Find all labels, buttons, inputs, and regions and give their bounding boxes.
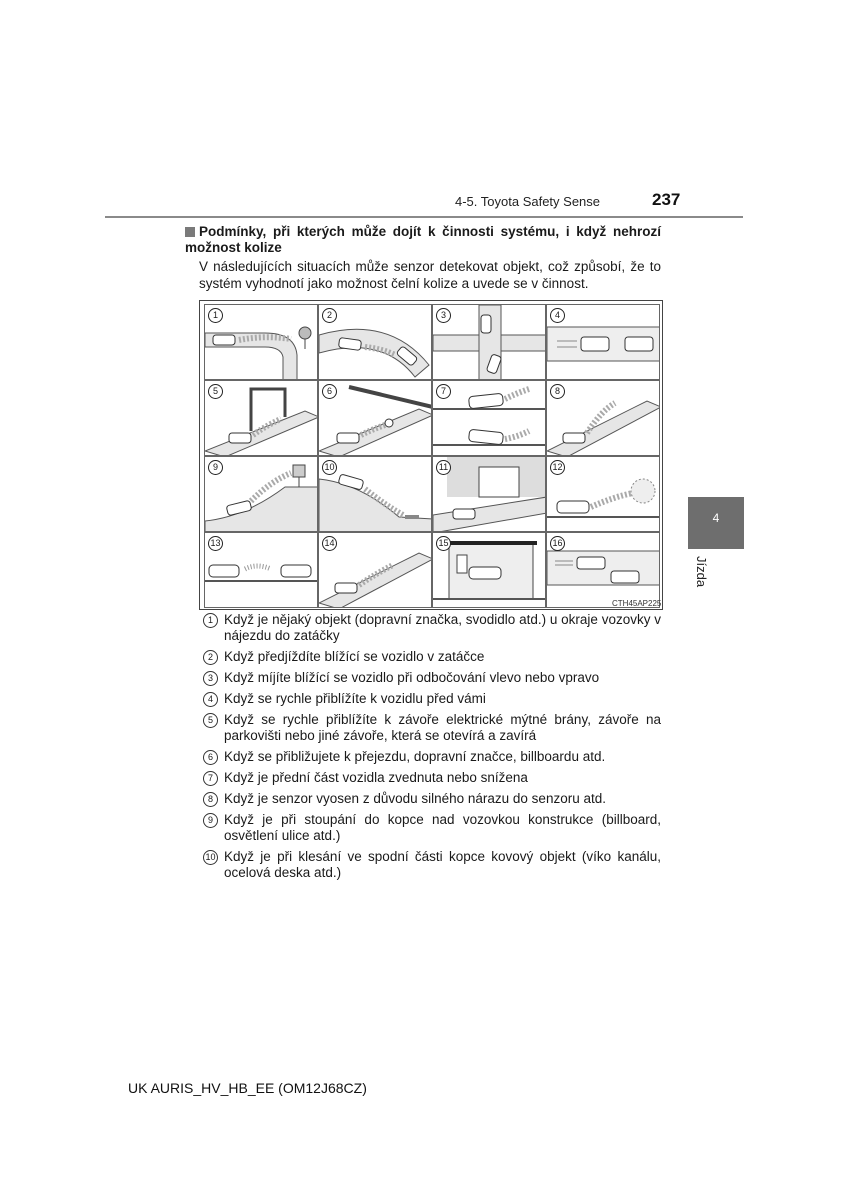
section-heading-text: Podmínky, při kterých může dojít k činnosti systému, i když nehrozí možnost kolize xyxy=(185,224,661,255)
panel-13 xyxy=(204,532,318,608)
panel-number: 15 xyxy=(436,536,451,551)
intro-paragraph: V následujících situacích může senzor detekovat objekt, což způsobí, že to systém vyhodnotí jako možnost čelní kolize a uvede se v činnost. xyxy=(199,259,661,291)
list-item xyxy=(203,649,661,665)
list-item xyxy=(203,612,661,644)
item-text: Když je senzor vyosen z důvodu silného nárazu do senzoru atd. xyxy=(224,791,606,806)
list-item xyxy=(203,849,661,881)
panel-12 xyxy=(546,456,660,532)
item-number: 5 xyxy=(203,713,218,728)
panel-number: 13 xyxy=(208,536,223,551)
panel-14 xyxy=(318,532,432,608)
panel-number: 10 xyxy=(322,460,337,475)
item-number: 9 xyxy=(203,813,218,828)
panel-number: 5 xyxy=(208,384,223,399)
item-text: Když se rychle přiblížíte k vozidlu před vámi xyxy=(224,691,486,706)
item-text: Když je při stoupání do kopce nad vozovkou konstrukce (billboard, osvětlení ulice atd.) xyxy=(224,812,661,843)
panel-2 xyxy=(318,304,432,380)
panel-number: 1 xyxy=(208,308,223,323)
list-item xyxy=(203,749,661,765)
panel-6 xyxy=(318,380,432,456)
list-item xyxy=(203,791,661,807)
panel-number: 8 xyxy=(550,384,565,399)
panel-number: 2 xyxy=(322,308,337,323)
item-number: 3 xyxy=(203,671,218,686)
panel-number: 11 xyxy=(436,460,451,475)
item-text: Když je při klesání ve spodní části kopce kovový objekt (víko kanálu, ocelová deska atd.) xyxy=(224,849,661,880)
item-number: 7 xyxy=(203,771,218,786)
square-bullet-icon xyxy=(185,227,195,237)
panel-15 xyxy=(432,532,546,608)
panel-number: 7 xyxy=(436,384,451,399)
panel-5 xyxy=(204,380,318,456)
header-divider xyxy=(105,216,743,218)
list-item xyxy=(203,770,661,786)
chapter-tab[interactable] xyxy=(688,497,744,549)
item-text: Když míjíte blížící se vozidlo při odbočování vlevo nebo vpravo xyxy=(224,670,600,685)
list-item xyxy=(203,670,661,686)
item-number: 6 xyxy=(203,750,218,765)
panel-1 xyxy=(204,304,318,380)
list-item xyxy=(203,691,661,707)
footer-model-code: UK AURIS_HV_HB_EE (OM12J68CZ) xyxy=(128,1080,367,1096)
panel-8 xyxy=(546,380,660,456)
list-item xyxy=(203,812,661,844)
item-text: Když je přední část vozidla zvednuta nebo snížena xyxy=(224,770,528,785)
item-number: 4 xyxy=(203,692,218,707)
item-text: Když je nějaký objekt (dopravní značka, svodidlo atd.) u okraje vozovky v nájezdu do zatáčky xyxy=(224,612,661,643)
panel-number: 12 xyxy=(550,460,565,475)
item-text: Když se rychle přiblížíte k závoře elektrické mýtné brány, závoře na parkovišti nebo jiné závoře, která se otevírá a zavírá xyxy=(224,712,661,743)
panel-11 xyxy=(432,456,546,532)
chapter-tab-number: 4 xyxy=(712,511,720,525)
chapter-tab-label: Jízda xyxy=(694,556,709,588)
figure-code: CTH45AP225 xyxy=(612,599,662,608)
header-section-title: 4-5. Toyota Safety Sense xyxy=(455,194,601,209)
panel-number: 3 xyxy=(436,308,451,323)
item-text: Když předjíždíte blížící se vozidlo v zatáčce xyxy=(224,649,485,664)
item-number: 10 xyxy=(203,850,218,865)
item-number: 2 xyxy=(203,650,218,665)
list-item xyxy=(203,712,661,744)
panel-number: 9 xyxy=(208,460,223,475)
panel-number: 4 xyxy=(550,308,565,323)
panel-10 xyxy=(318,456,432,532)
conditions-list xyxy=(203,612,661,886)
page-number: 237 xyxy=(652,190,681,209)
item-number: 8 xyxy=(203,792,218,807)
panel-16 xyxy=(546,532,660,608)
panel-number: 14 xyxy=(322,536,337,551)
section-heading xyxy=(185,224,661,256)
panel-number: 6 xyxy=(322,384,337,399)
panel-3 xyxy=(432,304,546,380)
panel-9 xyxy=(204,456,318,532)
panel-4 xyxy=(546,304,660,380)
panel-7 xyxy=(432,380,546,456)
item-text: Když se přibližujete k přejezdu, dopravní značce, billboardu atd. xyxy=(224,749,606,764)
item-number: 1 xyxy=(203,613,218,628)
situations-illustration xyxy=(199,300,663,610)
panel-number: 16 xyxy=(550,536,565,551)
